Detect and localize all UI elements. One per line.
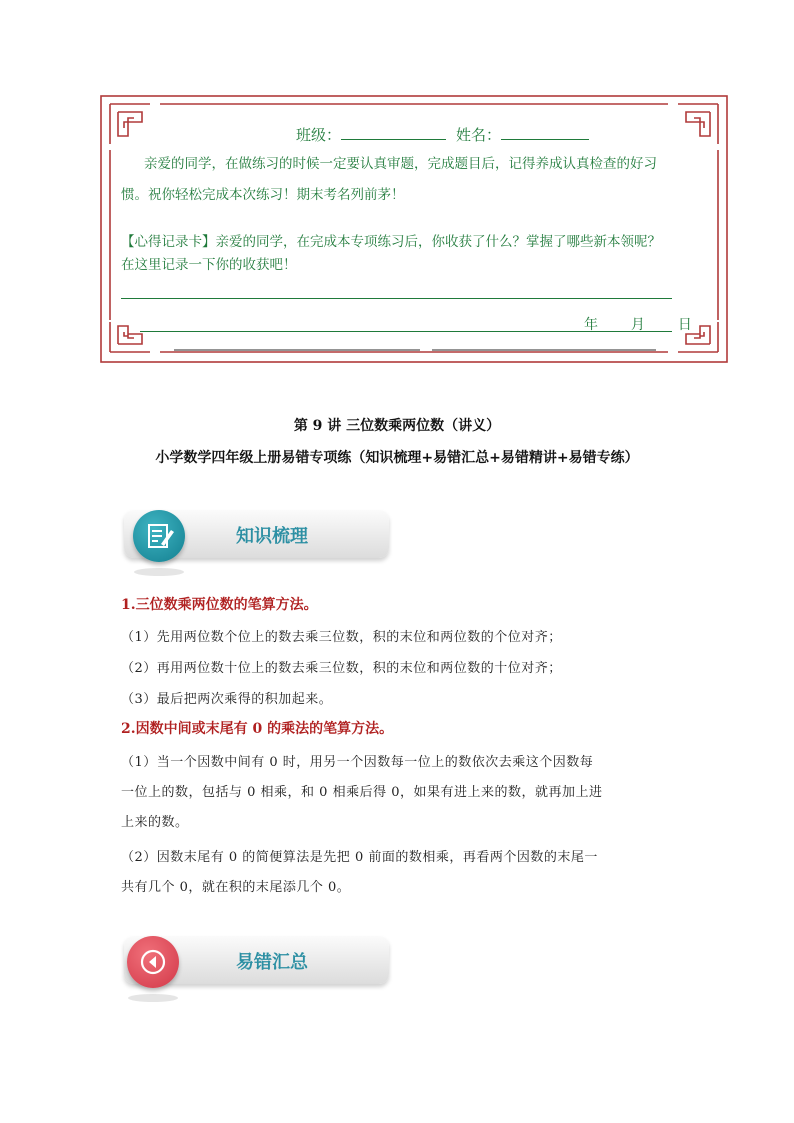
greeting-line-1: 亲爱的同学，在做练习的时候一定要认真审题，完成题目后，记得养成认真检查的好习 bbox=[144, 156, 657, 172]
class-input-line[interactable] bbox=[341, 125, 446, 140]
record-card-line-2: 在这里记录一下你的收获吧！ bbox=[121, 257, 297, 273]
para-1-line-3: 上来的数。 bbox=[121, 815, 189, 830]
greeting-line-2: 惯。祝你轻松完成本次练习！期末考名列前茅！ bbox=[121, 187, 405, 203]
step-2: （2）再用两位数十位上的数去乘三位数，积的末位和两位数的十位对齐； bbox=[121, 661, 562, 676]
heading-method-1: 1.三位数乘两位数的笔算方法。 bbox=[121, 597, 318, 613]
lecture-subtitle: 小学数学四年级上册易错专项练（知识梳理+易错汇总+易错精讲+易错专练） bbox=[155, 450, 639, 466]
date-year: 年 bbox=[584, 317, 598, 333]
name-input-line[interactable] bbox=[501, 125, 589, 140]
play-circle-icon bbox=[127, 936, 179, 988]
date-row bbox=[584, 314, 692, 334]
name-field[interactable]: 姓名： bbox=[456, 124, 589, 145]
section-banner-title: 知识梳理 bbox=[236, 526, 308, 547]
record-card-line-1: 【心得记录卡】亲爱的同学，在完成本专项练习后，你收获了什么？掌握了哪些新本领呢？ bbox=[121, 234, 661, 250]
para-2-line-1: （2）因数末尾有 0 的简便算法是先把 0 前面的数相乘，再看两个因数的末尾一 bbox=[121, 850, 598, 865]
notepad-pen-icon bbox=[133, 510, 185, 562]
class-field[interactable]: 班级： bbox=[296, 124, 446, 145]
record-line-1[interactable] bbox=[121, 298, 672, 299]
icon-shadow-2 bbox=[128, 994, 178, 1002]
date-day: 日 bbox=[677, 317, 692, 333]
heading-method-2: 2.因数中间或末尾有 0 的乘法的笔算方法。 bbox=[121, 721, 394, 737]
icon-shadow bbox=[134, 568, 184, 576]
para-2-line-2: 共有几个 0，就在积的末尾添几个 0。 bbox=[121, 880, 351, 895]
section-banner-title-2: 易错汇总 bbox=[236, 952, 308, 973]
para-1-line-1: （1）当一个因数中间有 0 时，用另一个因数每一位上的数依次去乘这个因数每 bbox=[121, 755, 594, 770]
step-3: （3）最后把两次乘得的积加起来。 bbox=[121, 692, 333, 707]
step-1: （1）先用两位数个位上的数去乘三位数，积的末位和两位数的个位对齐； bbox=[121, 630, 562, 645]
para-1-line-2: 一位上的数，包括与 0 相乘，和 0 相乘后得 0，如果有进上来的数，就再加上进 bbox=[121, 785, 603, 800]
lecture-title: 第 9 讲 三位数乘两位数（讲义） bbox=[293, 418, 501, 434]
date-month: 月 bbox=[630, 317, 645, 333]
